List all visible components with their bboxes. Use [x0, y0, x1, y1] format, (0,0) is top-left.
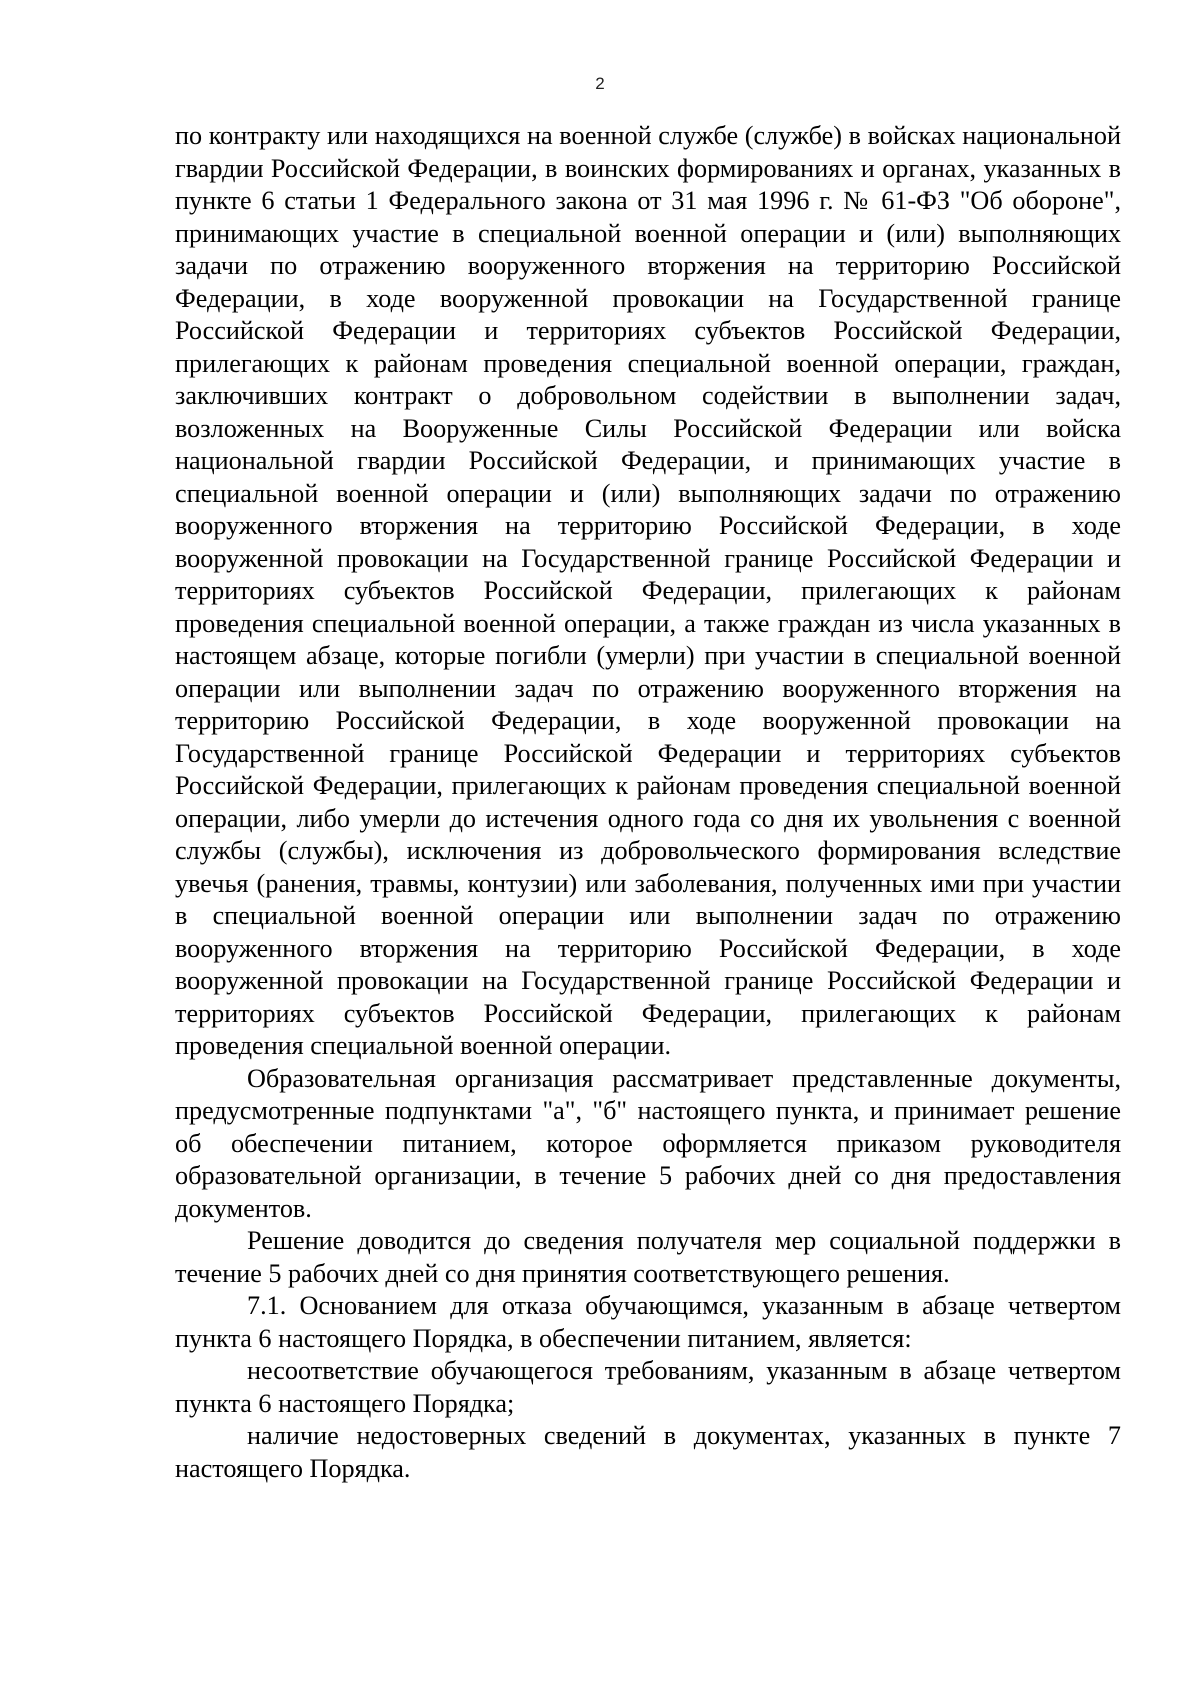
paragraph-refusal-item-invalid-data: наличие недостоверных сведений в документах, указанных в пункте 7 настоящего Порядка. — [175, 1421, 1121, 1483]
document-body — [175, 120, 1121, 1485]
page-number: 2 — [595, 74, 605, 93]
paragraph-refusal-grounds: 7.1. Основанием для отказа обучающимся, указанным в абзаце четвертом пункта 6 настоящего Порядка, в обеспечении питанием, является: — [175, 1291, 1121, 1353]
paragraph-notification: Решение доводится до сведения получателя мер социальной поддержки в течение 5 рабочих дней со дня принятия соответствующего решения. — [175, 1226, 1121, 1288]
paragraph-refusal-item-mismatch: несоответствие обучающегося требованиям, указанным в абзаце четвертом пункта 6 настоящего Порядка; — [175, 1356, 1121, 1418]
paragraph-review-decision: Образовательная организация рассматривает представленные документы, предусмотренные подпунктами "а", "б" настоящего пункта, и принимает решение об обеспечении питанием, которое оформляется приказом руководителя образовательной организации, в течение 5 рабочих дней со дня предоставления документов. — [175, 1063, 1121, 1223]
paragraph-continuation: по контракту или находящихся на военной службе (службе) в войсках национальной гвардии Российской Федерации, в воинских формированиях и органах, указанных в пункте 6 статьи 1 Федерального закона от 31 мая 1996 г. № 61-ФЗ "Об обороне", принимающих участие в специальной военной операции и (или) выполняющих задачи по отражению вооруженного вторжения на территорию Российской Федерации, в ходе вооруженной провокации на Государственной границе Российской Федерации и территориях субъектов Российской Федерации, прилегающих к районам проведения специальной военной операции, граждан, заключивших контракт о добровольном содействии в выполнении задач, возложенных на Вооруженные Силы Российской Федерации или войска национальной гвардии Российской Федерации, и принимающих участие в специальной военной операции и (или) выполняющих задачи по отражению вооруженного вторжения на территорию Российской Федерации, в ходе вооруженной провокации на Государственной границе Российской Федерации и территориях субъектов Российской Федерации, прилегающих к районам проведения специальной военной операции, а также граждан из числа указанных в настоящем абзаце, которые погибли (умерли) при участии в специальной военной операции или выполнении задач по отражению вооруженного вторжения на территорию Российской Федерации, в ходе вооруженной провокации на Государственной границе Российской Федерации и территориях субъектов Российской Федерации, прилегающих к районам проведения специальной военной операции, либо умерли до истечения одного года со дня их увольнения с военной службы (службы), исключения из добровольческого формирования вследствие увечья (ранения, травмы, контузии) или заболевания, полученных ими при участии в специальной военной операции или выполнении задач по отражению вооруженного вторжения на территорию Российской Федерации, в ходе вооруженной провокации на Государственной границе Российской Федерации и территориях субъектов Российской Федерации, прилегающих к районам проведения специальной военной операции. — [175, 121, 1121, 1060]
